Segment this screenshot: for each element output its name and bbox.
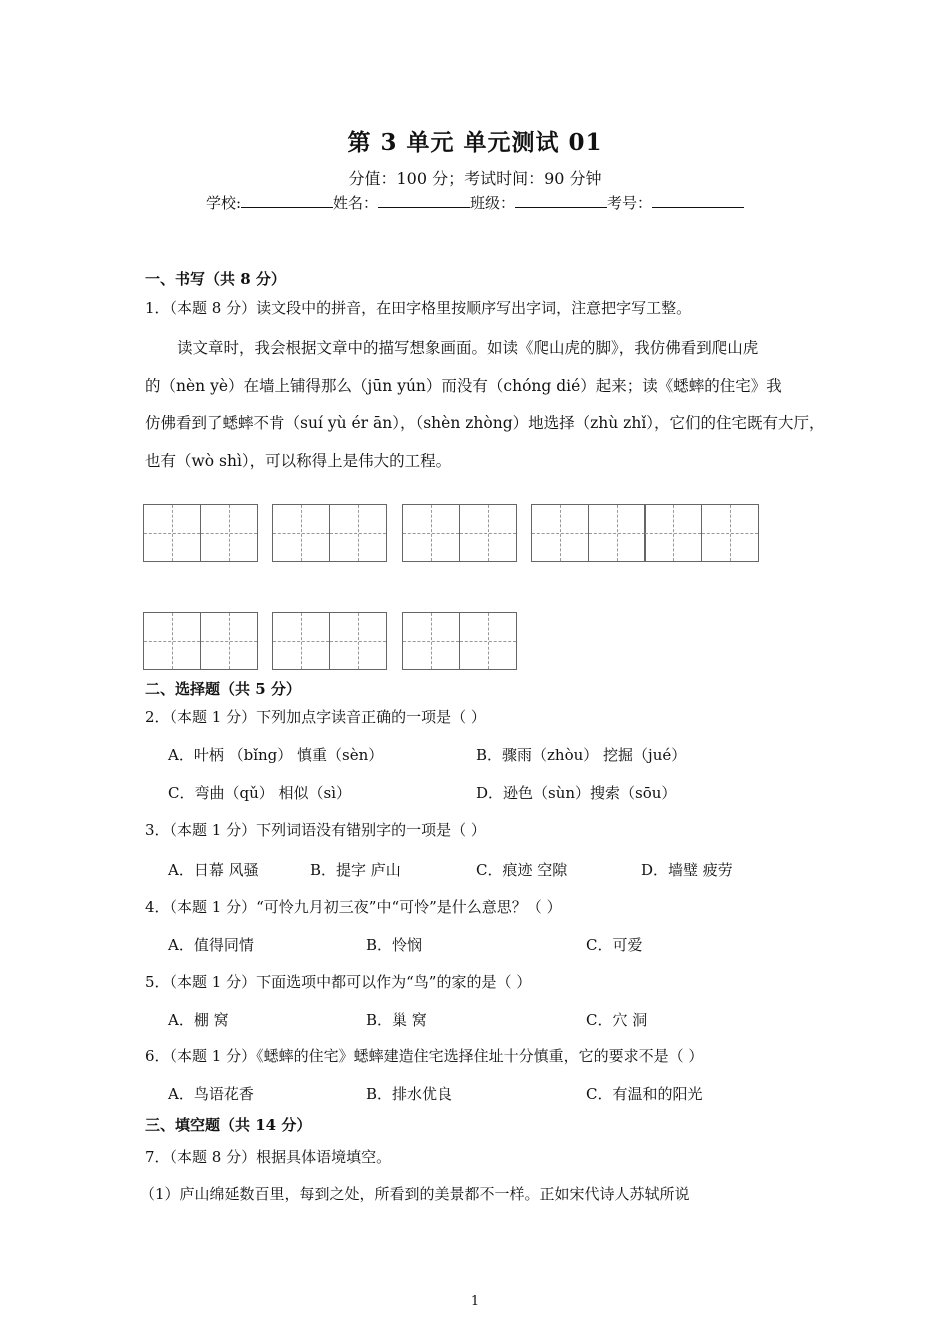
question-7-stem: 7．（本题 8 分）根据具体语境填空。 <box>145 1148 392 1166</box>
writing-grid-6[interactable] <box>272 612 387 670</box>
writing-grid-1[interactable] <box>143 504 258 562</box>
question-6-stem: 6．（本题 1 分）《蟋蟀的住宅》蟋蟀建造住宅选择住址十分慎重，它的要求不是（ ） <box>145 1047 704 1065</box>
q4-option-c[interactable]: C．可爱 <box>586 936 643 954</box>
student-info-line <box>0 192 950 213</box>
question-2-stem: 2．（本题 1 分）下列加点字读音正确的一项是（ ） <box>145 708 486 726</box>
passage-line-4: 也有（wò shì），可以称得上是伟大的工程。 <box>145 452 452 470</box>
name-label: 姓名： <box>333 194 379 212</box>
section-heading-choice: 二、选择题（共 5 分） <box>145 680 301 698</box>
q4-option-a[interactable]: A．值得同情 <box>168 936 254 954</box>
passage-line-1: 读文章时，我会根据文章中的描写想象画面。如读《爬山虎的脚》，我仿佛看到爬山虎 <box>177 339 759 357</box>
page-title: 第 3 单元 单元测试 01 <box>347 129 603 156</box>
q2-option-c[interactable]: C．弯曲（qǔ） 相似（sì） <box>168 784 352 802</box>
q5-option-c[interactable]: C．穴 洞 <box>586 1011 648 1029</box>
passage-line-2: 的（nèn yè）在墙上铺得那么（jūn yún）而没有（chóng dié）起来；读《蟋蟀的住宅》我 <box>145 377 782 395</box>
question-3-stem: 3．（本题 1 分）下列词语没有错别字的一项是（ ） <box>145 821 486 839</box>
section-heading-writing: 一、书写（共 8 分） <box>145 270 286 288</box>
writing-grid-4[interactable] <box>531 504 759 562</box>
writing-grid-5[interactable] <box>143 612 258 670</box>
q2-option-d[interactable]: D．逊色（sùn）搜索（sōu） <box>476 784 677 802</box>
q2-option-b[interactable]: B．骤雨（zhòu） 挖掘（jué） <box>476 746 687 764</box>
q3-option-a[interactable]: A．日幕 风骚 <box>168 861 259 879</box>
school-blank[interactable] <box>241 193 333 208</box>
question-4-stem: 4．（本题 1 分）“可怜九月初三夜”中“可怜”是什么意思？（ ） <box>145 898 562 916</box>
question-5-stem: 5．（本题 1 分）下面选项中都可以作为“鸟”的家的是（ ） <box>145 973 532 991</box>
q2-option-a[interactable]: A．叶柄 （bǐng） 慎重（sèn） <box>168 746 384 764</box>
passage-line-3: 仿佛看到了蟋蟀不肯（suí yù ér ān），（shèn zhòng）地选择（zhù zhǐ），它们的住宅既有大厅， <box>145 414 825 432</box>
q3-option-b[interactable]: B．提字 庐山 <box>310 861 401 879</box>
q5-option-b[interactable]: B．巢 窝 <box>366 1011 427 1029</box>
q3-option-c[interactable]: C．痕迹 空隙 <box>476 861 568 879</box>
writing-grid-7[interactable] <box>402 612 517 670</box>
q5-option-a[interactable]: A．棚 窝 <box>168 1011 229 1029</box>
q6-option-a[interactable]: A．鸟语花香 <box>168 1085 254 1103</box>
q4-option-b[interactable]: B．怜悯 <box>366 936 423 954</box>
question-7-sub-1: （1）庐山绵延数百里，每到之处，所看到的美景都不一样。正如宋代诗人苏轼所说 <box>140 1185 690 1203</box>
class-label: 班级： <box>470 194 516 212</box>
writing-grid-2[interactable] <box>272 504 387 562</box>
exam-number-label: 考号： <box>607 194 653 212</box>
section-heading-fill: 三、填空题（共 14 分） <box>145 1116 312 1134</box>
school-label: 学校: <box>205 194 241 212</box>
name-blank[interactable] <box>378 193 470 208</box>
class-blank[interactable] <box>515 193 607 208</box>
q6-option-c[interactable]: C．有温和的阳光 <box>586 1085 703 1103</box>
question-1-stem: 1．（本题 8 分）读文段中的拼音，在田字格里按顺序写出字词，注意把字写工整。 <box>145 299 692 317</box>
q6-option-b[interactable]: B．排水优良 <box>366 1085 453 1103</box>
q3-option-d[interactable]: D．墙璧 疲劳 <box>641 861 733 879</box>
exam-subtitle: 分值：100 分；考试时间：90 分钟 <box>348 169 602 188</box>
page-number: 1 <box>470 1294 480 1309</box>
writing-grid-3[interactable] <box>402 504 517 562</box>
exam-number-blank[interactable] <box>652 193 744 208</box>
